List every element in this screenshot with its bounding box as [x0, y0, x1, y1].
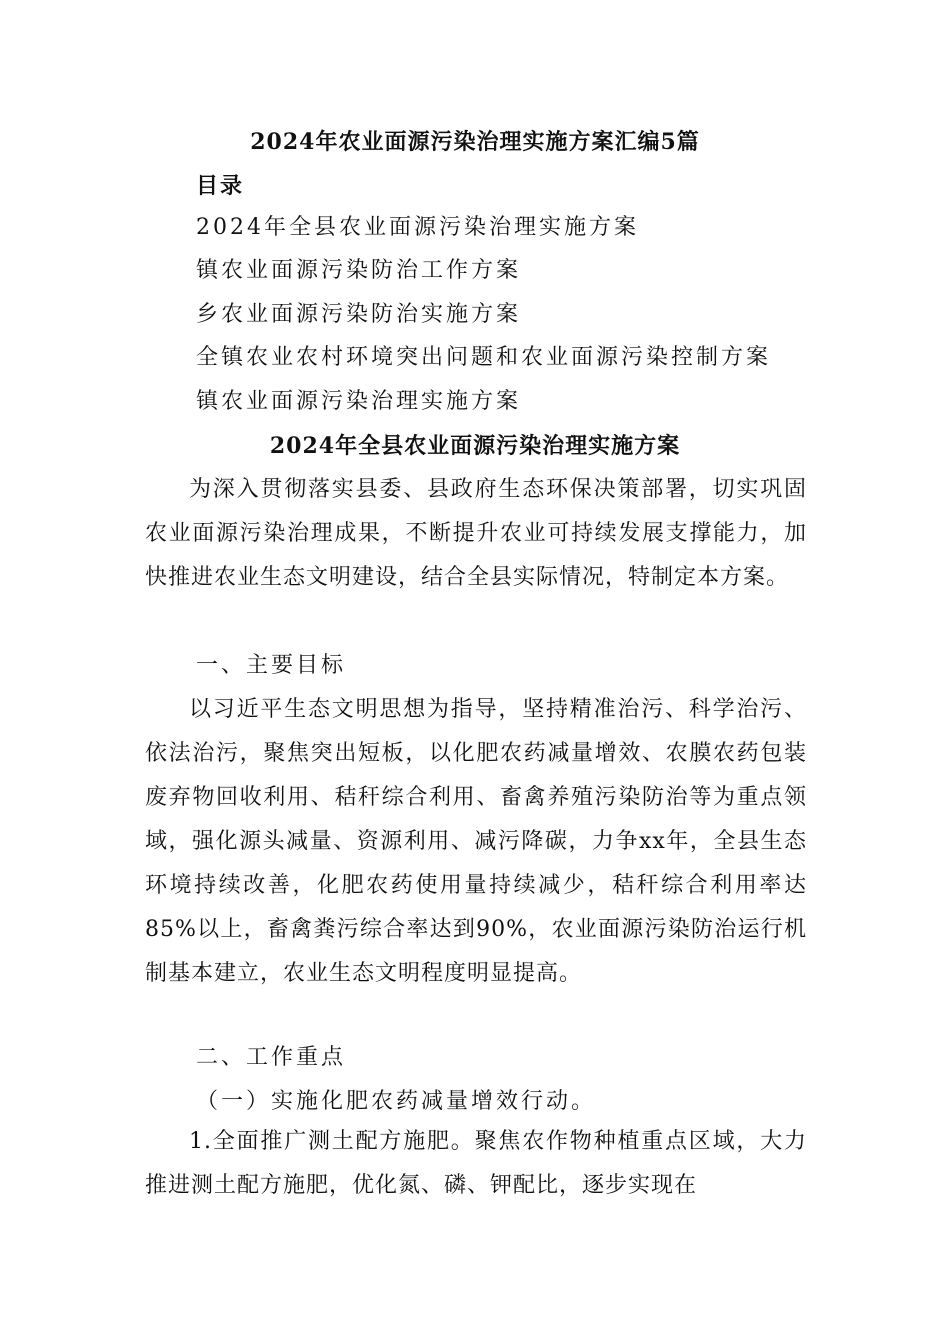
toc-item: 镇农业面源污染治理实施方案 [196, 389, 522, 414]
intro-paragraph: 为深入贯彻落实县委、县政府生态环保决策部署，切实巩固农业面源污染治理成果，不断提升农业可持续发展支撑能力，加快推进农业生态文明建设，结合全县实际情况，特制定本方案。 [145, 477, 807, 590]
section-title: 2024年全县农业面源污染治理实施方案 [269, 433, 681, 459]
item-soil-testing-paragraph: 1.全面推广测土配方施肥。聚焦农作物种植重点区域，大力推进测土配方施肥，优化氮、磷、钾配比，逐步实现在 [145, 1129, 807, 1198]
toc-item: 全镇农业农村环境突出问题和农业面源污染控制方案 [196, 345, 772, 370]
heading-main-goals: 一、主要目标 [196, 653, 347, 678]
goals-paragraph: 以习近平生态文明思想为指导，坚持精准治污、科学治污、依法治污，聚焦突出短板，以化肥农药减量增效、农膜农药包装废弃物回收利用、秸秆综合利用、畜禽养殖污染防治等为重点领域，强化源头减量、资源利用、减污降碳，力争xx年，全县生态环境持续改善，化肥农药使用量持续减少，秸秆综合利用率达85%以上，畜禽粪污综合率达到90%，农业面源污染防治运行机制基本建立，农业生态文明程度明显提高。 [145, 697, 807, 986]
document-title: 2024年农业面源污染治理实施方案汇编5篇 [250, 129, 700, 155]
toc-heading: 目录 [196, 173, 245, 199]
sub-heading-fertilizer-action: （一）实施化肥农药减量增效行动。 [196, 1089, 597, 1114]
heading-work-focus: 二、工作重点 [196, 1045, 347, 1070]
toc-item: 乡农业面源污染防治实施方案 [196, 302, 522, 327]
toc-item: 2024年全县农业面源污染治理实施方案 [196, 215, 639, 240]
toc-item: 镇农业面源污染防治工作方案 [196, 258, 522, 283]
